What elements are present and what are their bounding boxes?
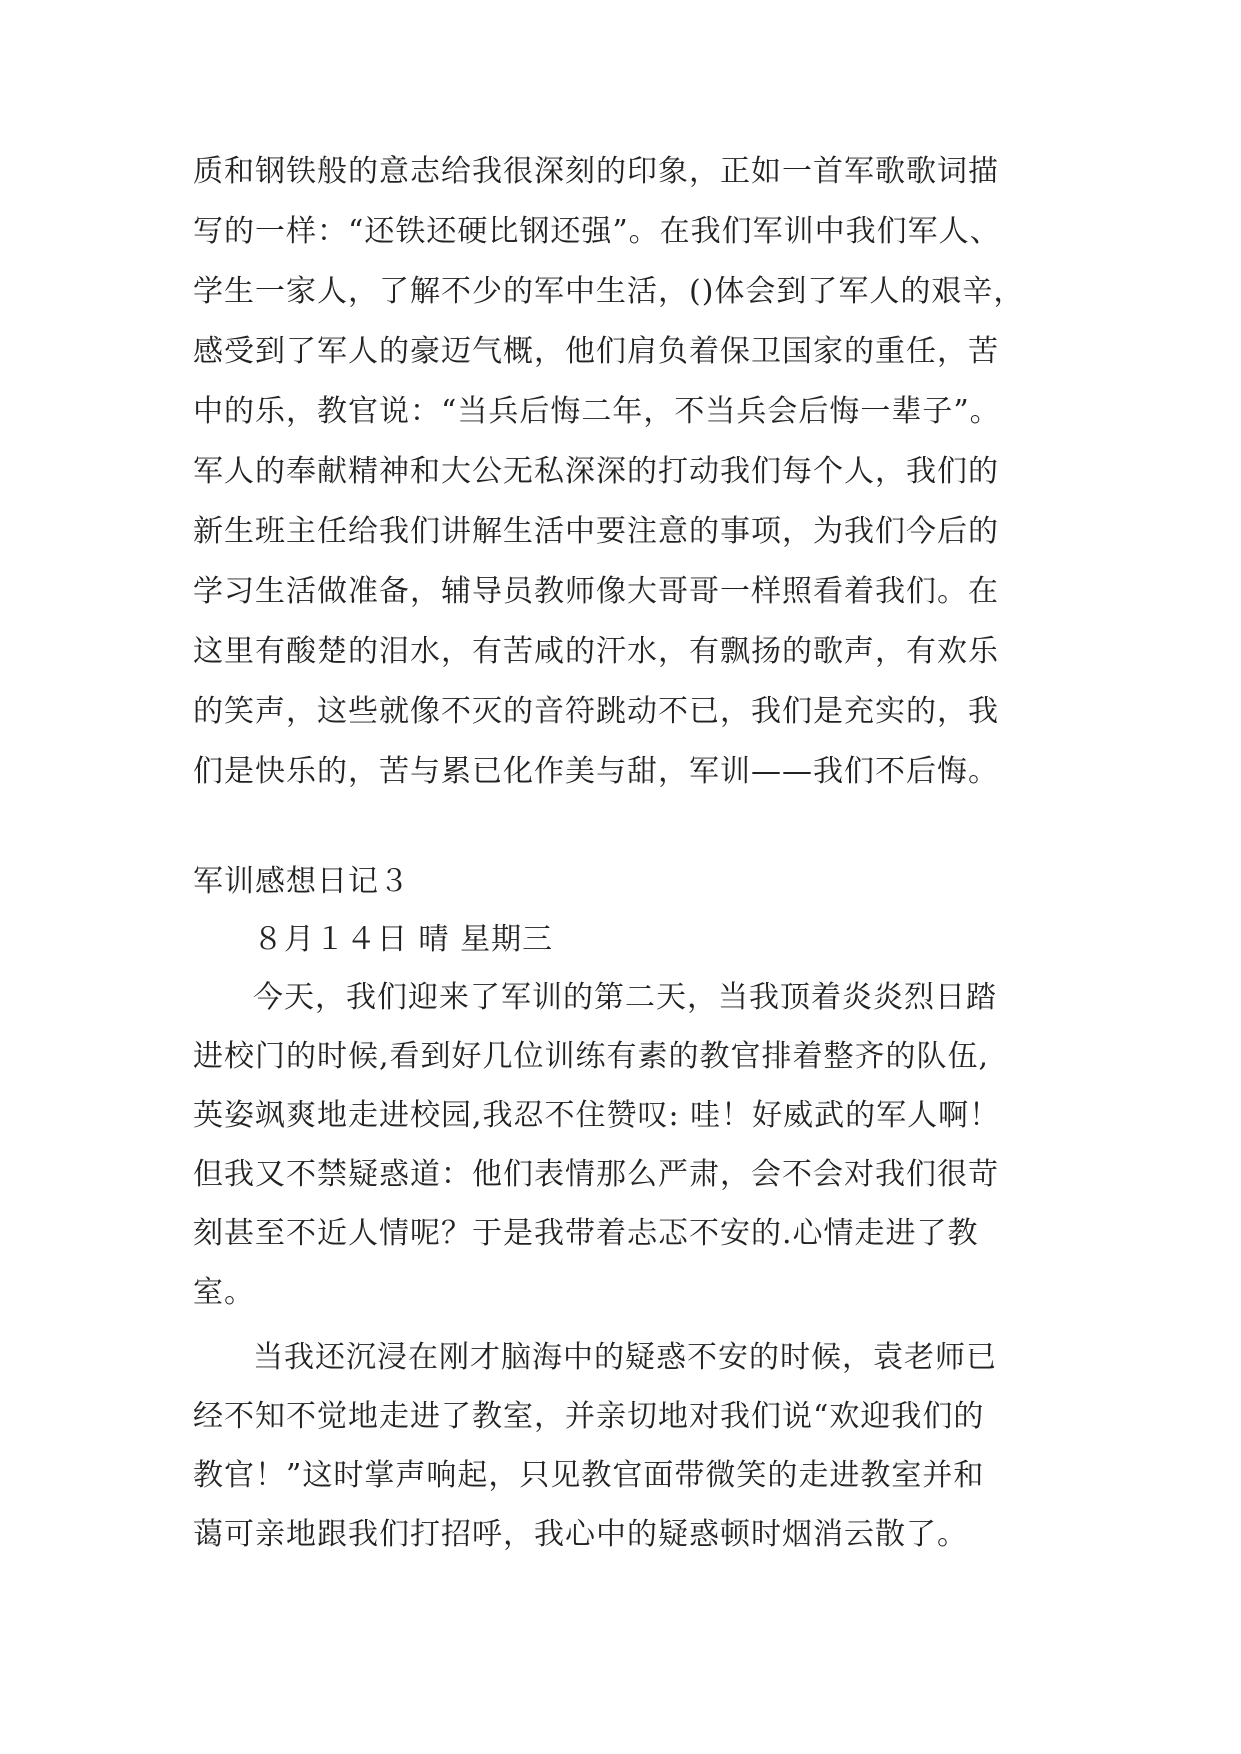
paragraph-1-line-9: 这里有酸楚的泪水，有苦咸的汗水，有飘扬的歌声，有欢乐 <box>193 634 999 669</box>
paragraph-2-line-2: 进校门的时候,看到好几位训练有素的教官排着整齐的队伍, <box>193 1039 990 1074</box>
paragraph-1-line-1: 质和钢铁般的意志给我很深刻的印象，正如一首军歌歌词描 <box>193 154 999 189</box>
paragraph-3-line-1: 当我还沉浸在刚才脑海中的疑惑不安的时候，袁老师已 <box>253 1340 997 1375</box>
paragraph-2-line-6: 室。 <box>193 1275 255 1310</box>
section-title: 军训感想日记３ <box>193 864 410 899</box>
paragraph-1-line-2: 写的一样：“还铁还硬比钢还强”。在我们军训中我们军人、 <box>193 214 1001 249</box>
paragraph-2-line-1: 今天，我们迎来了军训的第二天，当我顶着炎炎烈日踏 <box>253 980 997 1015</box>
paragraph-1-line-4: 感受到了军人的豪迈气概，他们肩负着保卫国家的重任，苦 <box>193 334 999 369</box>
paragraph-1-line-10: 的笑声，这些就像不灭的音符跳动不已，我们是充实的，我 <box>193 694 999 729</box>
paragraph-3-line-3: 教官！”这时掌声响起，只见教官面带微笑的走进教室并和 <box>193 1458 985 1493</box>
paragraph-1-line-6: 军人的奉献精神和大公无私深深的打动我们每个人，我们的 <box>193 454 999 489</box>
paragraph-1-line-5: 中的乐，教官说：“当兵后悔二年，不当兵会后悔一辈子”。 <box>193 394 1001 429</box>
paragraph-3-line-2: 经不知不觉地走进了教室，并亲切地对我们说“欢迎我们的 <box>193 1399 985 1434</box>
paragraph-1-line-7: 新生班主任给我们讲解生活中要注意的事项，为我们今后的 <box>193 514 999 549</box>
paragraph-1-line-3: 学生一家人，了解不少的军中生活，()体会到了军人的艰辛， <box>193 274 1025 309</box>
paragraph-1-line-8: 学习生活做准备，辅导员教师像大哥哥一样照看着我们。在 <box>193 574 999 609</box>
paragraph-1-line-11: 们是快乐的，苦与累已化作美与甜，军训——我们不后悔。 <box>193 754 999 789</box>
paragraph-2-line-4: 但我又不禁疑惑道：他们表情那么严肃，会不会对我们很苛 <box>193 1157 999 1192</box>
date-line: ８月１４日 晴 星期三 <box>253 922 554 957</box>
paragraph-2-line-3: 英姿飒爽地走进校园,我忍不住赞叹: 哇！好威武的军人啊！ <box>193 1098 1001 1133</box>
paragraph-3-line-4: 蔼可亲地跟我们打招呼，我心中的疑惑顿时烟消云散了。 <box>193 1517 968 1552</box>
paragraph-2-line-5: 刻甚至不近人情呢？于是我带着忐忑不安的.心情走进了教 <box>193 1216 979 1251</box>
